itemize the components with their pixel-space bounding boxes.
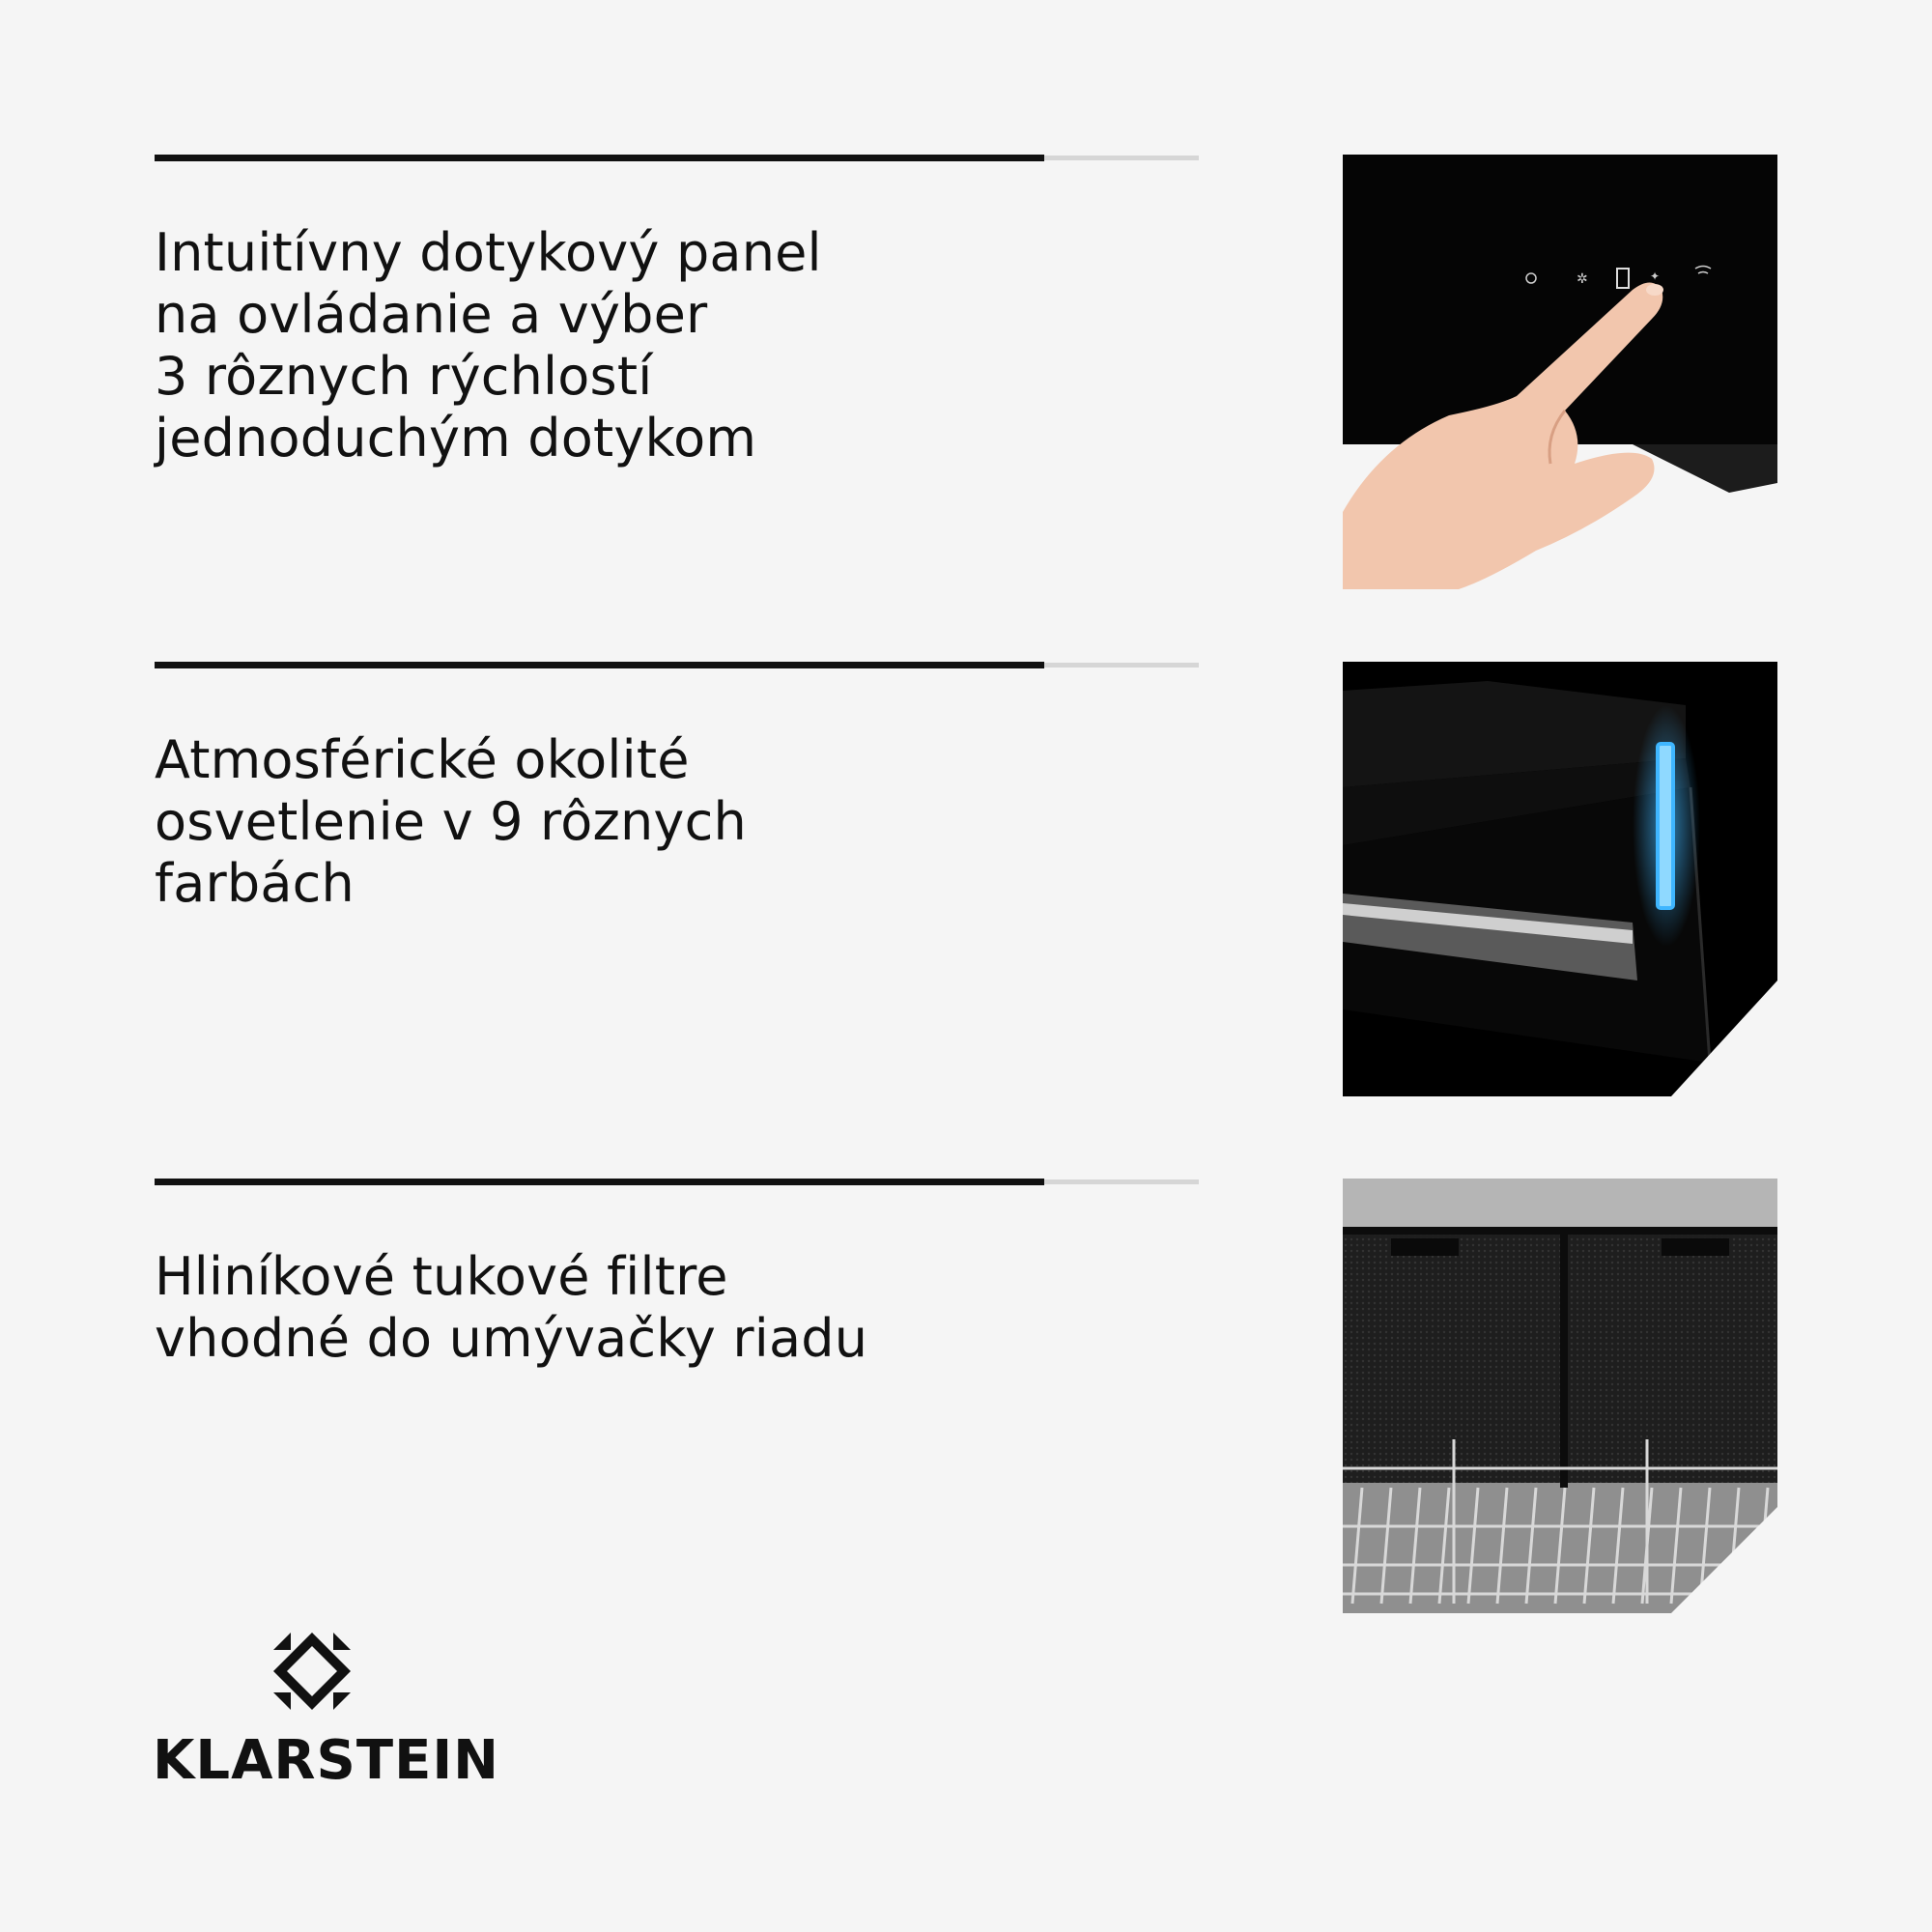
divider-progress-dark xyxy=(155,1179,1044,1185)
divider-track-light xyxy=(1044,156,1199,160)
klarstein-logo-icon xyxy=(273,1633,351,1710)
feature-ambient-lighting xyxy=(155,662,1777,1106)
brand-name: KLARSTEIN xyxy=(153,1729,500,1792)
feature-description: Atmosférické okolité osvetlenie v 9 rôznych farbách xyxy=(155,729,747,914)
section-divider xyxy=(155,1179,1199,1185)
divider-progress-dark xyxy=(155,662,1044,668)
brand-logo xyxy=(153,1633,500,1792)
feature-grease-filters xyxy=(155,1179,1777,1623)
section-divider xyxy=(155,155,1199,161)
feature-description: Hliníkové tukové filtre vhodné do umývačky riadu xyxy=(155,1246,868,1369)
feature-description: Intuitívny dotykový panel na ovládanie a výber 3 rôznych rýchlostí jednoduchým dotykom xyxy=(155,222,822,469)
svg-text:✦: ✦ xyxy=(1650,270,1661,283)
divider-track-light xyxy=(1044,663,1199,668)
svg-text:✲: ✲ xyxy=(1577,271,1588,287)
ambient-light-photo xyxy=(1343,662,1777,1096)
divider-track-light xyxy=(1044,1179,1199,1184)
section-divider xyxy=(155,662,1199,668)
feature-touch-panel xyxy=(155,155,1777,599)
touch-panel-photo xyxy=(1343,155,1777,589)
divider-progress-dark xyxy=(155,155,1044,161)
dishwasher-filter-photo xyxy=(1343,1179,1777,1613)
